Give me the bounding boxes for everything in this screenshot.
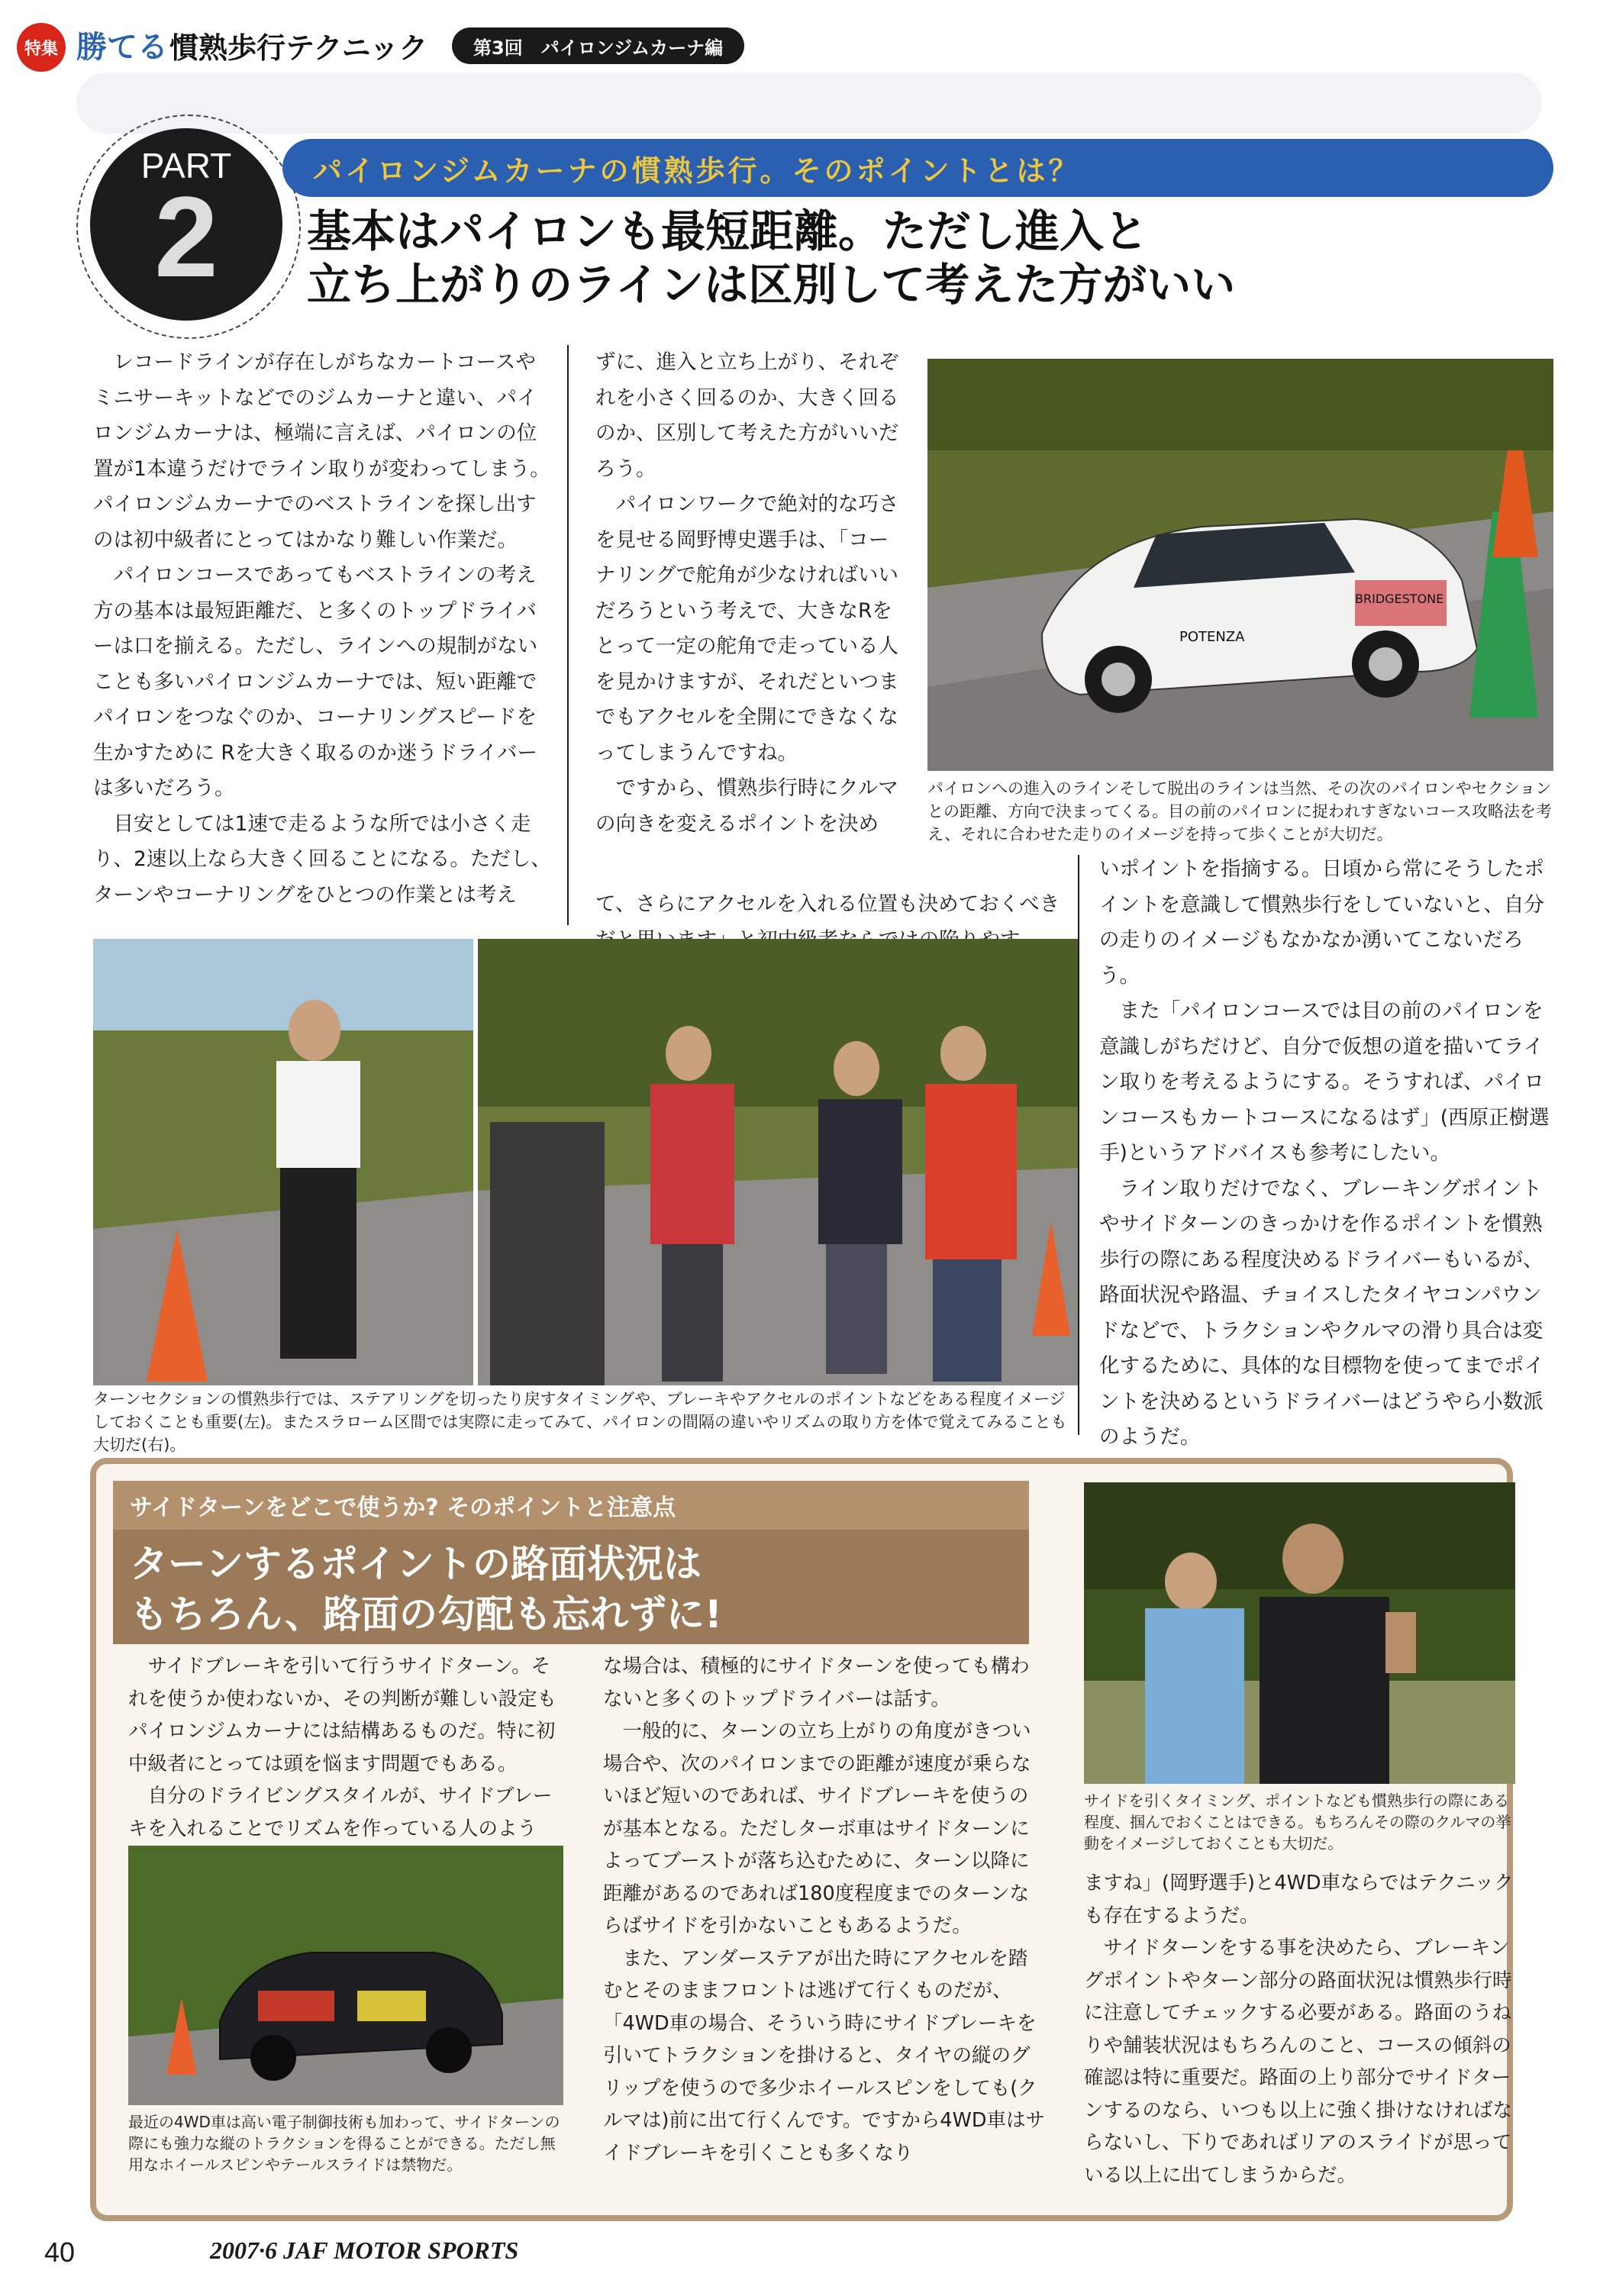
photo-driver-pointing-caption: サイドを引くタイミング、ポイントなども慣熟歩行の際にある程度、掴んでおくことはできる。もちろんその際のクルマの挙動をイメージしておくことも大切だ。	[1084, 1791, 1511, 1853]
paragraph: ですから、慣熟歩行時にクルマの向きを変えるポイントを決め	[595, 776, 898, 836]
headline-line-1: 基本はパイロンも最短距離。ただし進入と	[307, 205, 1149, 257]
part-label: PART	[140, 146, 232, 185]
photo-rally-car-caption: パイロンへの進入のラインそして脱出のラインは当然、その次のパイロンやセクションとの距離、方向で決まってくる。目の前のパイロンに捉われすぎないコース攻略法を考え、それに合わせた走りのイメージを持って歩くことが大切だ。	[927, 779, 1552, 843]
paragraph: ますね」(岡野選手)と4WD車ならではテクニックも存在するようだ。	[1084, 1872, 1514, 1927]
paragraph: レコードラインが存在しがちなカートコースやミニサーキットなどでのジムカーナと違い、パイロンジムカーナは、極端に言えば、パイロンの位置が1本違うだけでライン取りが変わってしまう。パイロンジムカーナでのベストラインを探し出すのは初中級者にとってはかなり難しい作業だ。	[93, 350, 550, 552]
photo-driver-pointing	[1084, 1482, 1515, 1784]
svg-text:BRIDGESTONE: BRIDGESTONE	[1355, 592, 1444, 606]
paragraph: いポイントを指摘する。日頃から常にそうしたポイントを意識して慣熟歩行をしていないと、自分の走りのイメージもなかなか湧いてこないだろう。	[1099, 857, 1544, 988]
series-title: 慣熟歩行テクニック	[169, 31, 428, 65]
paragraph: て、さらにアクセルを入れる位置も決めておくべき	[595, 892, 1060, 916]
column-rule	[567, 345, 569, 925]
sidebar-headline-line-1: ターンするポイントの路面状況は	[130, 1542, 702, 1586]
episode-tag: 第3回 パイロンジムカーナ編	[452, 27, 744, 64]
headline-line-2: 立ち上がりのラインは区別して考えた方がいい	[307, 259, 1236, 311]
photo-4wd-car	[128, 1846, 563, 2105]
paragraph: ずに、進入と立ち上がり、それぞれを小さく回るのか、大きく回るのか、区別して考えた方がいいだろう。	[595, 350, 899, 481]
sidebar-box-headline	[113, 1530, 1029, 1644]
body-column-2	[595, 345, 908, 842]
paragraph: パイロンコースであってもベストラインの考え方の基本は最短距離だ、と多くのトップドライバーは口を揃える。ただし、ラインへの規制がないことも多いパイロンジムカーナでは、短い距離でパイロンをつなぐのか、コーナリングスピードを生かすために Rを大きく取るのか迷うドライバーは多いだろう。	[93, 563, 538, 800]
sidebar-column-3	[1084, 1867, 1519, 2191]
paragraph: サイドターンをする事を決めたら、ブレーキングポイントやターン部分の路面状況は慣熟歩行時に注意してチェックする必要がある。路面のうねりや舗装状況はもちろんのこと、コースの傾斜の確認は特に重要だ。路面の上り部分でサイドターンするのなら、いつも以上に強く掛けなければならないし、下りであればリアのスライドが思っている以上に出てしまうからだ。	[1084, 1936, 1513, 2187]
paragraph: また、アンダーステアが出た時にアクセルを踏むとそのままフロントは逃げて行くものだが、「4WD車の場合、そういう時にサイドブレーキを引いてトラクションを掛けると、タイヤの縦のグリップを使うので多少ホイールスピンをしても(クルマは)前に出て行くんです。ですから4WD車はサイドブレーキを引くことも多くなり	[603, 1946, 1045, 2165]
sidebar-column-1	[128, 1650, 563, 1845]
sidebar-column-2	[603, 1650, 1046, 2169]
paragraph: サイドブレーキを引いて行うサイドターン。それを使うか使わないか、その判断が難しい設定もパイロンジムカーナには結構あるものだ。特に初中級者にとっては頭を悩ます問題でもある。	[128, 1655, 557, 1775]
paragraph: また「パイロンコースでは目の前のパイロンを意識しがちだけど、自分で仮想の道を描いてライン取りを考えるようにする。そうすれば、パイロンコースもカートコースになるはず」(西原正樹選手)というアドバイスも参考にしたい。	[1099, 999, 1550, 1165]
headline	[307, 205, 1559, 311]
magazine-footer: 2007·6 JAF MOTOR SPORTS	[210, 2236, 519, 2264]
part-number: 2	[154, 173, 218, 301]
photo-4wd-car-caption: 最近の4WD車は高い電子制御技術も加わって、サイドターンの際にも強力な縦のトラクションを得ることができる。ただし無用なホイールスピンやテールスライドは禁物だ。	[128, 2113, 560, 2174]
body-column-3	[1099, 852, 1550, 1456]
paragraph: 自分のドライビングスタイルが、サイドブレーキを入れることでリズムを作っている人のよう	[128, 1785, 553, 1840]
body-column-1	[93, 345, 551, 913]
column-rule	[1078, 855, 1079, 1435]
part-badge	[90, 128, 282, 321]
paragraph: な場合は、積極的にサイドターンを使っても構わないと多くのトップドライバーは話す。	[603, 1655, 1030, 1711]
page-number: 40	[44, 2236, 76, 2268]
sidebar-headline-line-2: もちろん、路面の勾配も忘れずに!	[130, 1592, 722, 1637]
paragraph: ライン取りだけでなく、ブレーキングポイントやサイドターンのきっかけを作るポイントを慣熟歩行の際にある程度決めるドライバーもいるが、路面状況や路温、チョイスしたタイヤコンパウンドなどで、トラクションやクルマの滑り具合は変化するために、具体的な目標物を使ってまでポイントを決めるというドライバーはどうやら小数派のようだ。	[1099, 1176, 1544, 1449]
tokushu-badge: 特集	[17, 23, 66, 72]
photo-rally-car	[927, 359, 1553, 771]
photo-course-walk	[93, 939, 1078, 1385]
sidebar-box-title: サイドターンをどこで使うか? そのポイントと注意点	[113, 1481, 1029, 1530]
series-kicker: 勝てる	[76, 30, 168, 65]
svg-text:POTENZA: POTENZA	[1179, 629, 1245, 645]
paragraph: 目安としては1速で走るような所では小さく走り、2速以上なら大きく回ることになる。ただし、ターンやコーナリングをひとつの作業とは考え	[93, 811, 551, 907]
bleed-through-band	[76, 73, 1542, 134]
paragraph: パイロンワークで絶対的な巧さを見せる岡野博史選手は、「コーナリングで舵角が少なければいいだろうという考えで、大きなRをとって一定の舵角で走っている人を見かけますが、それだといつまでもアクセルを全開にできなくなってしまうんですね。	[595, 492, 899, 765]
paragraph: 一般的に、ターンの立ち上がりの角度がきつい場合や、次のパイロンまでの距離が速度が乗らないほど短いのであれば、サイドブレーキを使うのが基本となる。ただしターボ車はサイドターンによってブーストが落ち込むために、ターン以降に距離があるのであれば180度程度までのターンならばサイドを引かないこともあるようだ。	[603, 1720, 1031, 1937]
photo-course-walk-caption: ターンセクションの慣熟歩行では、ステアリングを切ったり戻すタイミングや、ブレーキやアクセルのポイントなどをある程度イメージしておくことも重要(左)。またスラローム区間では実際に走ってみて、パイロンの間隔の違いやリズムの取り方を体で覚えてみることも大切だ(右)。	[93, 1390, 1067, 1454]
section-subtitle: パイロンジムカーナの慣熟歩行。そのポイントとは？	[282, 139, 1553, 197]
